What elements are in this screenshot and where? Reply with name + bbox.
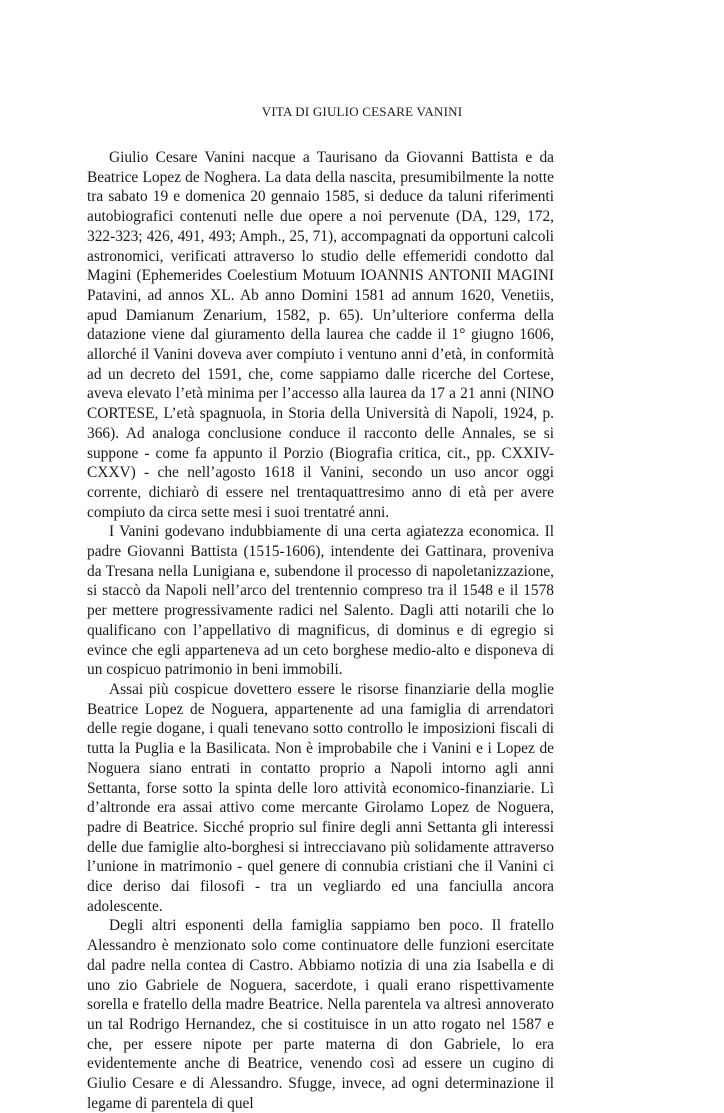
paragraph-birth: Giulio Cesare Vanini nacque a Taurisano da Giovanni Battista e da Beatrice Lopez de Noghera. La data della nascita, presumibilmente la notte tra sabato 19 e domenica 20 gennaio 1585, si deduce da taluni riferimenti autobiografici contenuti nelle due opere a noi pervenute (DA, 129, 172, 322-323; 426, 491, 493; Amph., 25, 71), accompagnati da opportuni calcoli astronomici, verificati attraverso lo studio delle effemeridi condotto dal Magini (Ephemerides Coelestium Motuum IOANNIS ANTONII MAGINI Patavini, ad annos XL. Ab anno Domini 1581 ad annum 1620, Venetiis, apud Damianum Zenarium, 1582, p. 65). Un’ulteriore conferma della datazione viene dal giuramento della laurea che cadde il 1° giugno 1606, allorché il Vanini doveva aver compiuto i ventuno anni d’età, in conformità ad un decreto del 1591, che, come sappiamo dalle ricerche del Cortese, aveva elevato l’età minima per l’accesso alla laurea da 17 a 21 anni (NINO CORTESE, L’età spagnuola, in Storia della Università di Napoli, 1924, p. 366). Ad analoga conclusione conduce il racconto delle Annales, se si suppone - come fa appunto il Porzio (Biografia critica, cit., pp. CXXIV-CXXV) - che nell’agosto 1618 il Vanini, secondo un uso ancor oggi corrente, dichiarò di essere nel trentaquattresimo anno di età per avere compiuto da circa sette mesi i suoi trentatré anni. — [87, 149, 554, 521]
page-title: VITA DI GIULIO CESARE VANINI — [261, 104, 463, 119]
paragraph-mother: Assai più cospicue dovettero essere le risorse finanziarie della moglie Beatrice Lopez de Noguera, appartenente ad una famiglia di arrendatori delle regie dogane, i quali tenevano sotto controllo le imposizioni fiscali di tutta la Puglia e la Basilicata. Non è improbabile che i Vanini e i Lopez de Noguera siano entrati in contatto proprio a Napoli intorno agli anni Settanta, forse sotto la spinta delle loro attività economico-finanziarie. Lì d’altronde era assai attivo come mercante Girolamo Lopez de Noguera, padre di Beatrice. Sicché proprio sul finire degli anni Settanta gli interessi delle due famiglie alto-borghesi si intrecciavano più solidamente attraverso l’unione in matrimonio - quel genere di connubia cristiani che il Vanini ci dice deriso dai filosofi - tra un vegliardo ed una fanciulla ancora adolescente. — [87, 680, 554, 915]
paragraph-father: I Vanini godevano indubbiamente di una certa agiatezza economica. Il padre Giovanni Battista (1515-1606), intendente dei Gattinara, proveniva da Tresana nella Lunigiana e, subendone il processo di napoletanizzazione, si staccò da Napoli nell’arco del trentennio compreso tra il 1548 e il 1578 per mettere progressivamente radici nel Salento. Dagli atti notarili che lo qualificano con l’appellativo di magnificus, di dominus e di egregio si evince che egli apparteneva ad un ceto borghese medio-alto e disponeva di un cospicuo patrimonio in beni immobili. — [87, 523, 554, 679]
body-text — [87, 148, 554, 1113]
paragraph-relatives: Degli altri esponenti della famiglia sappiamo ben poco. Il fratello Alessandro è menzionato solo come continuatore delle funzioni esercitate dal padre nella contea di Castro. Abbiamo notizia di una zia Isabella e di uno zio Gabriele de Noguera, sacerdote, i quali erano rispettivamente sorella e fratello della madre Beatrice. Nella parentela va altresì annoverato un tal Rodrigo Hernandez, che si costituisce in un atto rogato nel 1587 e che, per essere nipote per parte materna di don Gabriele, lo era evidentemente anche di Beatrice, venendo così ad essere un cugino di Giulio Cesare e di Alessandro. Sfugge, invece, ad ogni determinazione il legame di parentela di quel — [87, 917, 554, 1112]
